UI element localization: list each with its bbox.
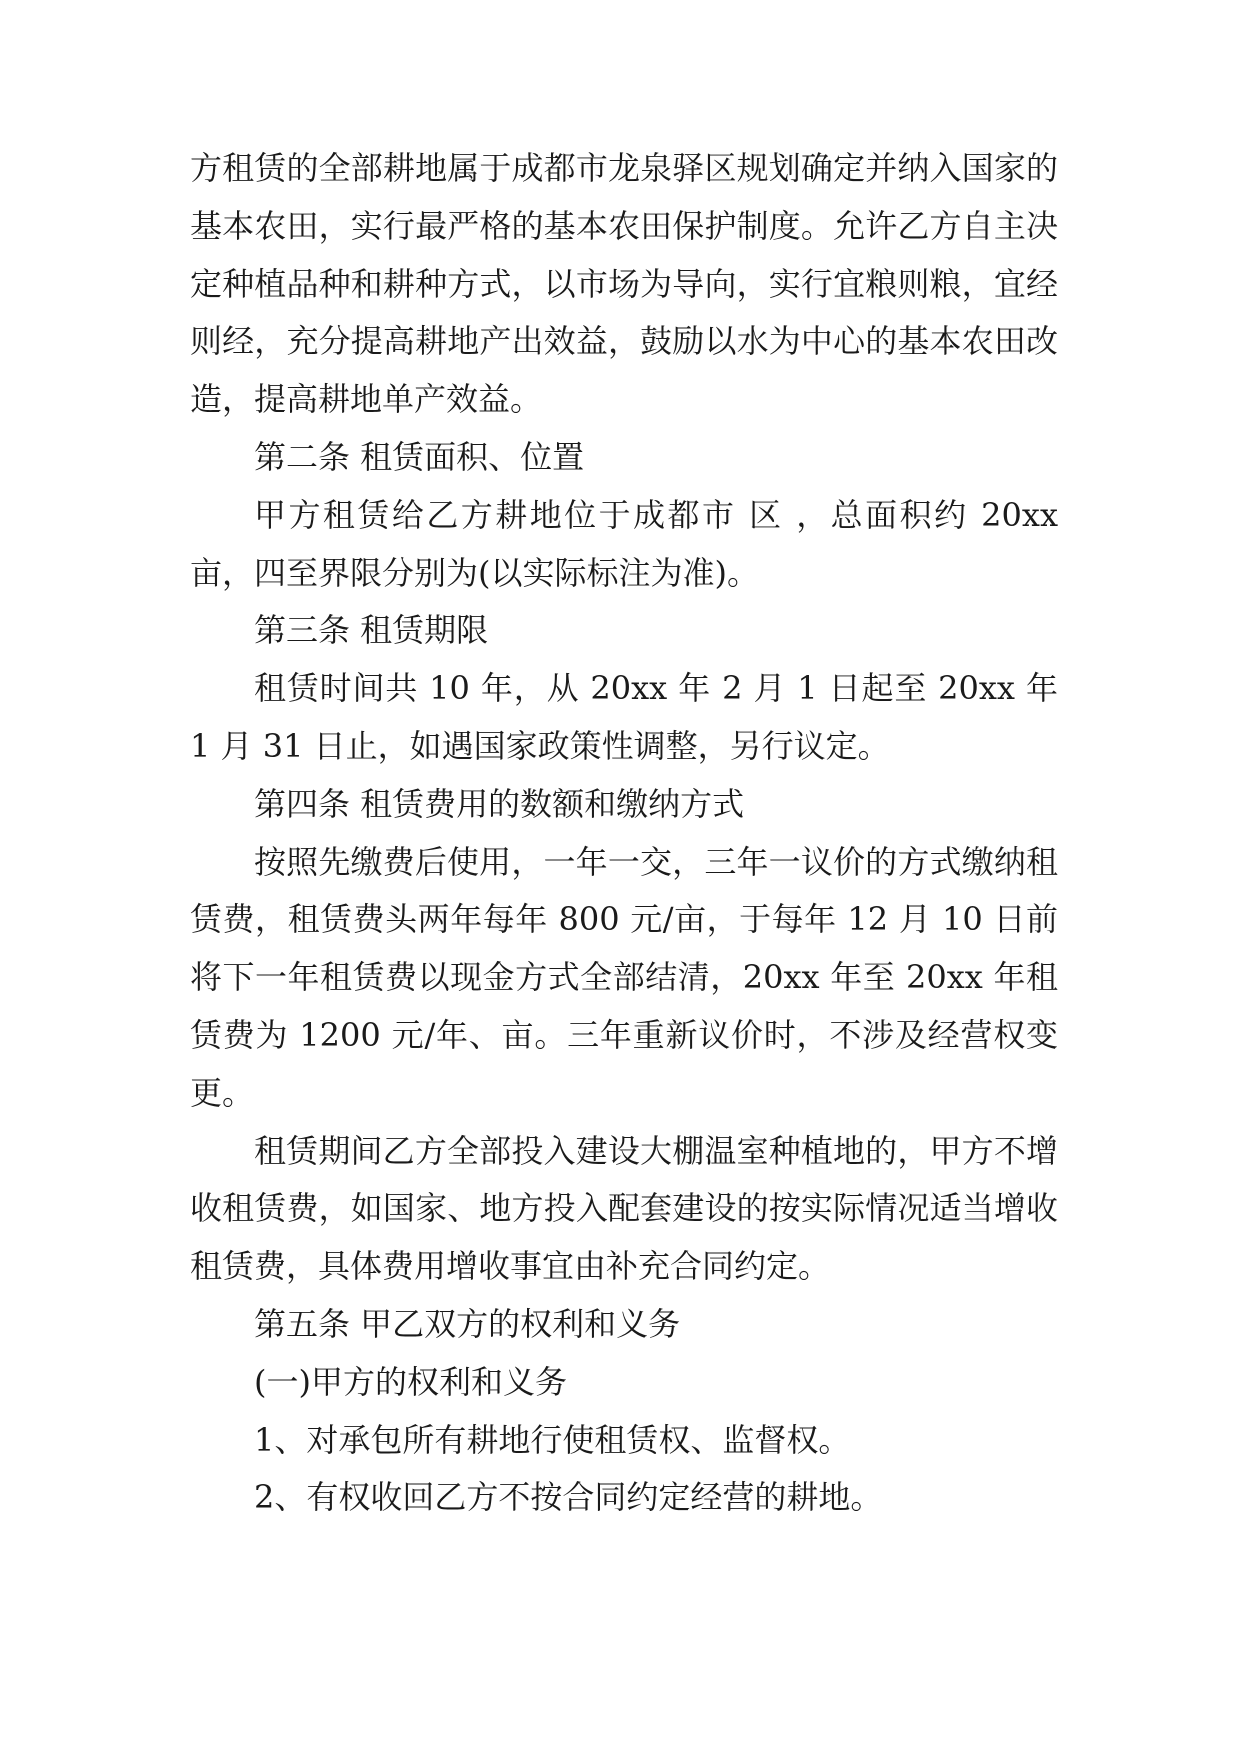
party-a-item-2: 2、有权收回乙方不按合同约定经营的耕地。	[254, 1478, 883, 1517]
paragraph-continuation: 方租赁的全部耕地属于成都市龙泉驿区规划确定并纳入国家的基本农田，实行最严格的基本农田保护制度。允许乙方自主决定种植品种和耕种方式，以市场为导向，实行宜粮则粮，宜经则经，充分提高耕地产出效益，鼓励以水为中心的基本农田改造，提高耕地单产效益。	[190, 149, 1058, 419]
document-page	[190, 140, 1058, 1527]
article-4-heading: 第四条 租赁费用的数额和缴纳方式	[254, 784, 745, 823]
article-3-heading: 第三条 租赁期限	[254, 611, 489, 650]
article-4-body: 按照先缴费后使用，一年一交，三年一议价的方式缴纳租赁费，租赁费头两年每年 800 元/亩，于每年 12 月 10 日前将下一年租赁费以现金方式全部结清，20xx 年至 20xx 年租赁费为 1200 元/年、亩。三年重新议价时，不涉及经营权变更。	[190, 842, 1058, 1112]
article-5-heading: 第五条 甲乙双方的权利和义务	[254, 1304, 681, 1343]
party-a-item-1: 1、对承包所有耕地行使租赁权、监督权。	[254, 1420, 851, 1459]
section-party-a-heading: (一)甲方的权利和义务	[254, 1362, 567, 1401]
article-4-body-2: 租赁期间乙方全部投入建设大棚温室种植地的，甲方不增收租赁费，如国家、地方投入配套建设的按实际情况适当增收租赁费，具体费用增收事宜由补充合同约定。	[190, 1131, 1058, 1286]
article-3-body: 租赁时间共 10 年，从 20xx 年 2 月 1 日起至 20xx 年 1 月 31 日止，如遇国家政策性调整，另行议定。	[190, 669, 1058, 765]
article-2-heading: 第二条 租赁面积、位置	[254, 437, 585, 476]
article-2-body: 甲方租赁给乙方耕地位于成都市 区 ，总面积约 20xx 亩，四至界限分别为(以实际标注为准)。	[190, 495, 1058, 592]
